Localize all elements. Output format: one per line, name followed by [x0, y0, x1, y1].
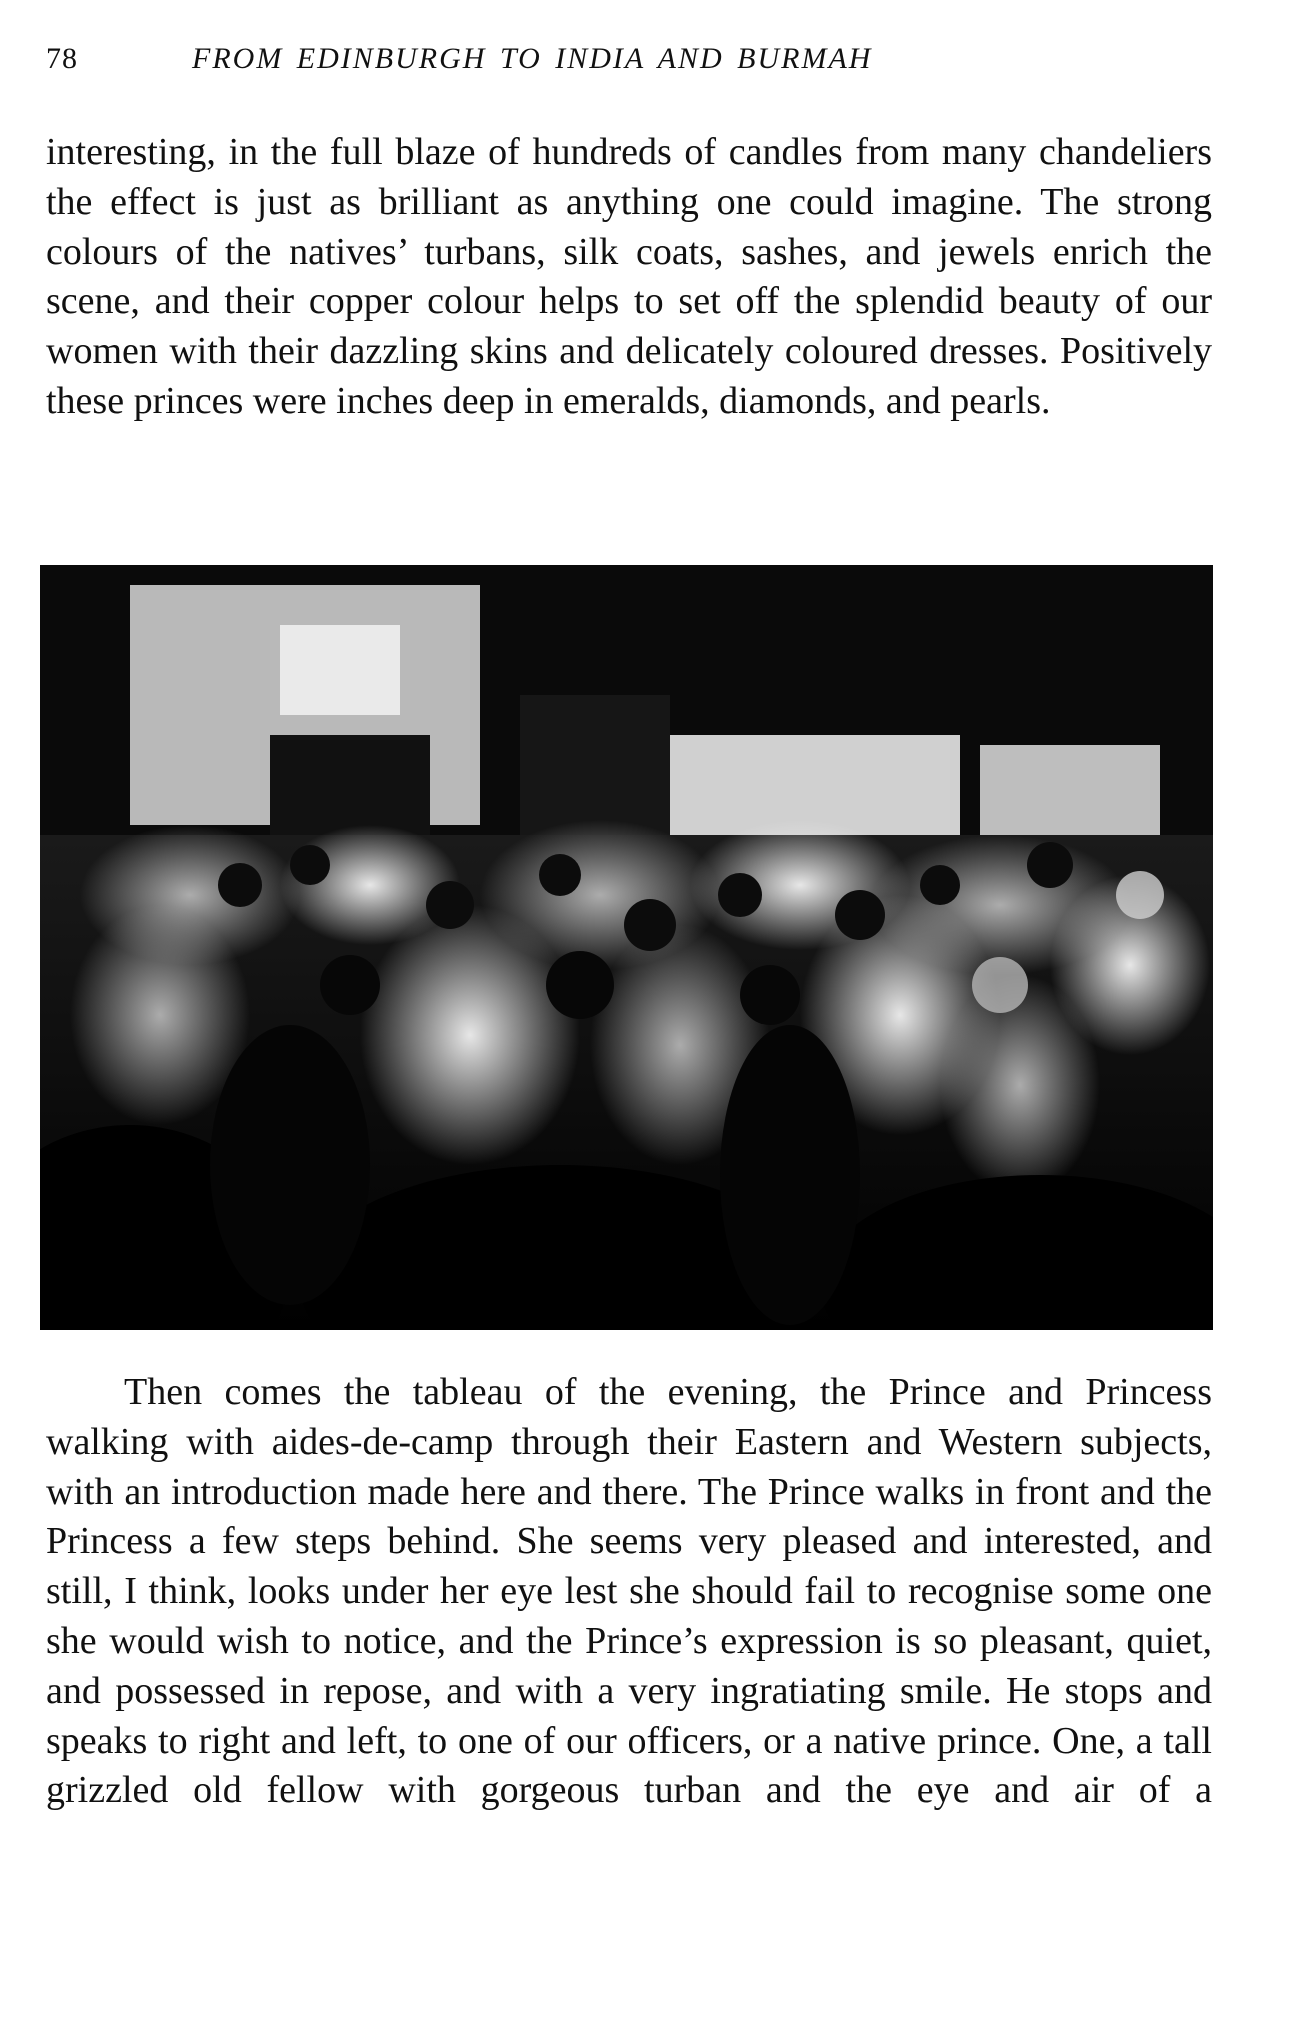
page-number: 78: [46, 42, 78, 75]
paragraph-bottom: [46, 1368, 1212, 1816]
running-head: [46, 42, 1206, 92]
ballroom-photograph: [40, 565, 1213, 1330]
paragraph-top: [46, 128, 1212, 427]
running-title: FROM EDINBURGH TO INDIA AND BURMAH: [192, 42, 873, 75]
paragraph-bottom-text: Then comes the tableau of the evening, the Prince and Princess walking with aides-de-camp through their Eastern and Western subjects, with an introduction made here and there. The Prince walks in front and the Princess a few steps behind. She seems very pleased and interested, and still, I think, looks under her eye lest she should fail to recognise some one she would wish to notice, and the Prince’s expression is so pleasant, quiet, and possessed in repose, and with a very ingratiating smile. He stops and speaks to right and left, to one of our officers, or a native prince. One, a tall grizzled old fellow with gorgeous turban and the eye and air of a: [46, 1371, 1212, 1812]
paragraph-top-text: interesting, in the full blaze of hundreds of candles from many chandeliers the effect is just as brilliant as anything one could imagine. The strong colours of the natives’ turbans, silk coats, sashes, and jewels enrich the scene, and their copper colour helps to set off the splendid beauty of our women with their dazzling skins and delicately coloured dresses. Positively these princes were inches deep in emeralds, diamonds, and pearls.: [46, 131, 1212, 422]
ballroom-photograph-image: [40, 565, 1213, 1330]
